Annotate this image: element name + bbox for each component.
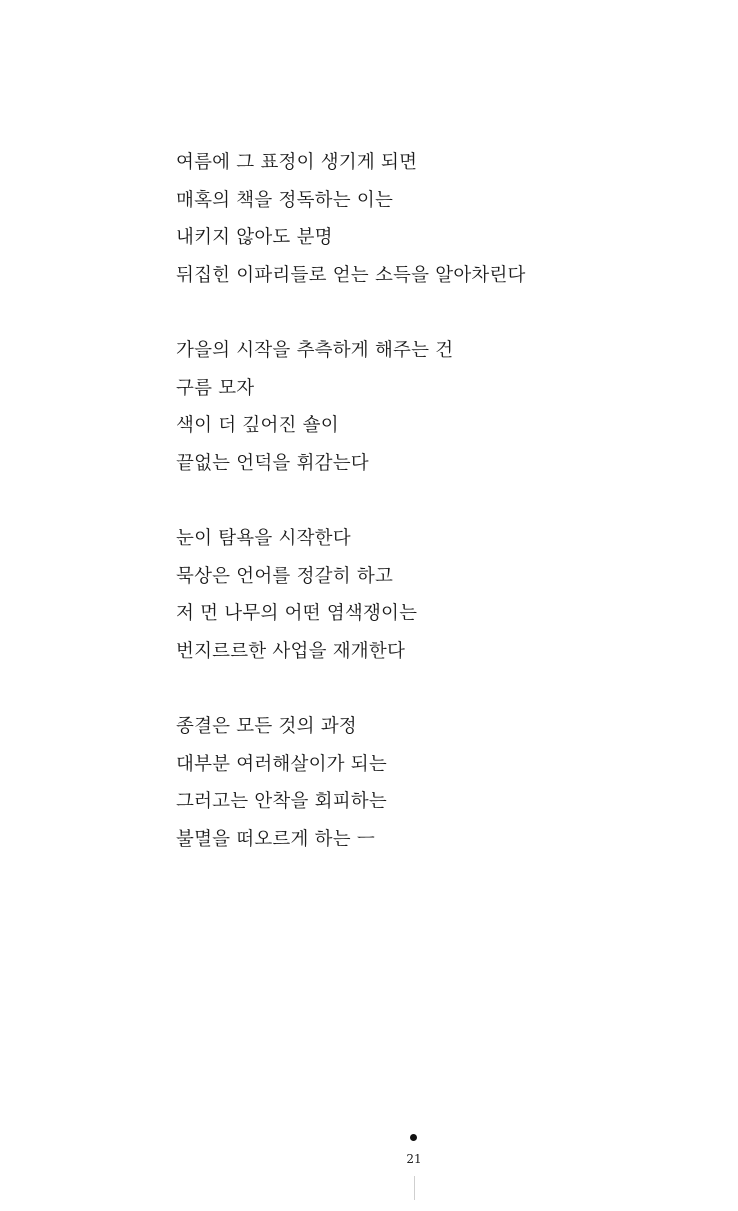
poem-line: 그러고는 안착을 회피하는: [176, 791, 387, 812]
stanza-4: [176, 708, 676, 858]
stanza-3: [176, 520, 676, 670]
poem-line: 가을의 시작을 추측하게 해주는 건: [176, 340, 454, 361]
poem-line: 매혹의 책을 정독하는 이는: [176, 189, 394, 211]
stanza-2: [176, 332, 676, 482]
poem-line: 눈이 탐욕을 시작한다: [176, 528, 351, 549]
poem-line: 내키지 않아도 분명: [176, 227, 333, 248]
poem-line: 종결은 모든 것의 과정: [176, 716, 357, 737]
stanza-1: [176, 144, 676, 294]
poem-line: 대부분 여러해살이가 되는: [176, 753, 387, 775]
poem-line: 저 먼 나무의 어떤 염색쟁이는: [176, 603, 418, 624]
poem-line: 불멸을 떠오르게 하는 ㅡ: [176, 828, 375, 850]
poem-line: 번지르르한 사업을 재개한다: [176, 640, 406, 662]
poem-line: 색이 더 깊어진 숄이: [176, 415, 339, 436]
poem-line: 여름에 그 표정이 생기게 되면: [176, 152, 418, 173]
poem-line: 묵상은 언어를 정갈히 하고: [176, 565, 394, 587]
poem-body: [176, 144, 676, 896]
bullet-dot-icon: [410, 1134, 417, 1141]
poem-line: 뒤집힌 이파리들로 얻는 소득을 알아차린다: [176, 264, 526, 286]
footer-divider: [414, 1176, 415, 1200]
poem-line: 구름 모자: [176, 377, 255, 399]
poem-line: 끝없는 언덕을 휘감는다: [176, 452, 369, 474]
page-number: 21: [406, 1152, 422, 1166]
page-footer: [0, 1130, 738, 1211]
